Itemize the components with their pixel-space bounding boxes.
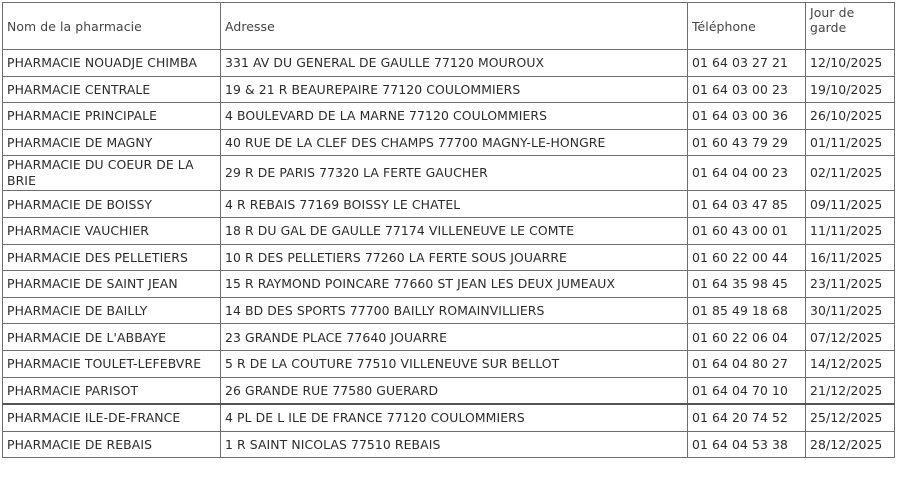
cell-phone: 01 64 03 00 23 <box>688 76 806 103</box>
cell-name: PHARMACIE DE BOISSY <box>3 191 221 218</box>
header-name: Nom de la pharmacie <box>3 3 221 50</box>
cell-name: PHARMACIE DES PELLETIERS <box>3 244 221 271</box>
cell-date: 30/11/2025 <box>806 297 895 324</box>
cell-date: 09/11/2025 <box>806 191 895 218</box>
cell-date: 25/12/2025 <box>806 404 895 431</box>
table-header-row <box>3 3 895 50</box>
cell-date: 26/10/2025 <box>806 103 895 130</box>
table-row <box>3 191 895 218</box>
cell-name: PHARMACIE DE SAINT JEAN <box>3 271 221 298</box>
cell-date: 07/12/2025 <box>806 324 895 351</box>
header-address: Adresse <box>221 3 688 50</box>
cell-name: PHARMACIE CENTRALE <box>3 76 221 103</box>
cell-address: 15 R RAYMOND POINCARE 77660 ST JEAN LES DEUX JUMEAUX <box>221 271 688 298</box>
cell-date: 21/12/2025 <box>806 377 895 404</box>
cell-date: 23/11/2025 <box>806 271 895 298</box>
cell-address: 331 AV DU GENERAL DE GAULLE 77120 MOUROUX <box>221 50 688 77</box>
cell-phone: 01 64 35 98 45 <box>688 271 806 298</box>
cell-address: 1 R SAINT NICOLAS 77510 REBAIS <box>221 431 688 458</box>
table-row <box>3 103 895 130</box>
cell-phone: 01 64 04 80 27 <box>688 350 806 377</box>
cell-name: PHARMACIE PARISOT <box>3 377 221 404</box>
table-body <box>3 50 895 458</box>
cell-phone: 01 60 22 06 04 <box>688 324 806 351</box>
cell-name: PHARMACIE DE L'ABBAYE <box>3 324 221 351</box>
cell-date: 01/11/2025 <box>806 129 895 156</box>
cell-phone: 01 85 49 18 68 <box>688 297 806 324</box>
cell-address: 5 R DE LA COUTURE 77510 VILLENEUVE SUR BELLOT <box>221 350 688 377</box>
cell-phone: 01 64 04 53 38 <box>688 431 806 458</box>
table-row <box>3 324 895 351</box>
cell-date: 02/11/2025 <box>806 156 895 191</box>
cell-phone: 01 64 03 27 21 <box>688 50 806 77</box>
header-phone: Téléphone <box>688 3 806 50</box>
cell-address: 18 R DU GAL DE GAULLE 77174 VILLENEUVE LE COMTE <box>221 217 688 244</box>
cell-name: PHARMACIE DE MAGNY <box>3 129 221 156</box>
pharmacy-duty-table <box>2 2 895 458</box>
table-row <box>3 271 895 298</box>
cell-phone: 01 60 43 79 29 <box>688 129 806 156</box>
cell-address: 4 PL DE L ILE DE FRANCE 77120 COULOMMIERS <box>221 404 688 431</box>
cell-address: 40 RUE DE LA CLEF DES CHAMPS 77700 MAGNY-LE-HONGRE <box>221 129 688 156</box>
cell-phone: 01 64 03 00 36 <box>688 103 806 130</box>
table-row <box>3 244 895 271</box>
cell-name: PHARMACIE DE BAILLY <box>3 297 221 324</box>
table-row <box>3 404 895 431</box>
cell-address: 4 BOULEVARD DE LA MARNE 77120 COULOMMIERS <box>221 103 688 130</box>
cell-name: PHARMACIE PRINCIPALE <box>3 103 221 130</box>
table-row <box>3 297 895 324</box>
cell-name: PHARMACIE DU COEUR DE LA BRIE <box>3 156 221 191</box>
cell-phone: 01 64 04 70 10 <box>688 377 806 404</box>
cell-date: 28/12/2025 <box>806 431 895 458</box>
cell-name: PHARMACIE VAUCHIER <box>3 217 221 244</box>
cell-name: PHARMACIE DE REBAIS <box>3 431 221 458</box>
cell-phone: 01 64 20 74 52 <box>688 404 806 431</box>
table-row <box>3 377 895 404</box>
cell-name: PHARMACIE TOULET-LEFEBVRE <box>3 350 221 377</box>
cell-phone: 01 60 22 00 44 <box>688 244 806 271</box>
table-row <box>3 350 895 377</box>
table-row <box>3 50 895 77</box>
cell-date: 16/11/2025 <box>806 244 895 271</box>
table-row <box>3 217 895 244</box>
table-row <box>3 156 895 191</box>
table-row <box>3 76 895 103</box>
cell-name: PHARMACIE ILE-DE-FRANCE <box>3 404 221 431</box>
header-date: Jour de garde <box>806 3 895 50</box>
cell-address: 4 R REBAIS 77169 BOISSY LE CHATEL <box>221 191 688 218</box>
cell-date: 11/11/2025 <box>806 217 895 244</box>
cell-phone: 01 60 43 00 01 <box>688 217 806 244</box>
cell-date: 12/10/2025 <box>806 50 895 77</box>
cell-address: 14 BD DES SPORTS 77700 BAILLY ROMAINVILLIERS <box>221 297 688 324</box>
cell-phone: 01 64 03 47 85 <box>688 191 806 218</box>
cell-date: 19/10/2025 <box>806 76 895 103</box>
cell-name: PHARMACIE NOUADJE CHIMBA <box>3 50 221 77</box>
cell-address: 10 R DES PELLETIERS 77260 LA FERTE SOUS JOUARRE <box>221 244 688 271</box>
cell-address: 29 R DE PARIS 77320 LA FERTE GAUCHER <box>221 156 688 191</box>
cell-address: 26 GRANDE RUE 77580 GUERARD <box>221 377 688 404</box>
table-row <box>3 431 895 458</box>
cell-phone: 01 64 04 00 23 <box>688 156 806 191</box>
cell-date: 14/12/2025 <box>806 350 895 377</box>
table-row <box>3 129 895 156</box>
cell-address: 19 & 21 R BEAUREPAIRE 77120 COULOMMIERS <box>221 76 688 103</box>
cell-address: 23 GRANDE PLACE 77640 JOUARRE <box>221 324 688 351</box>
